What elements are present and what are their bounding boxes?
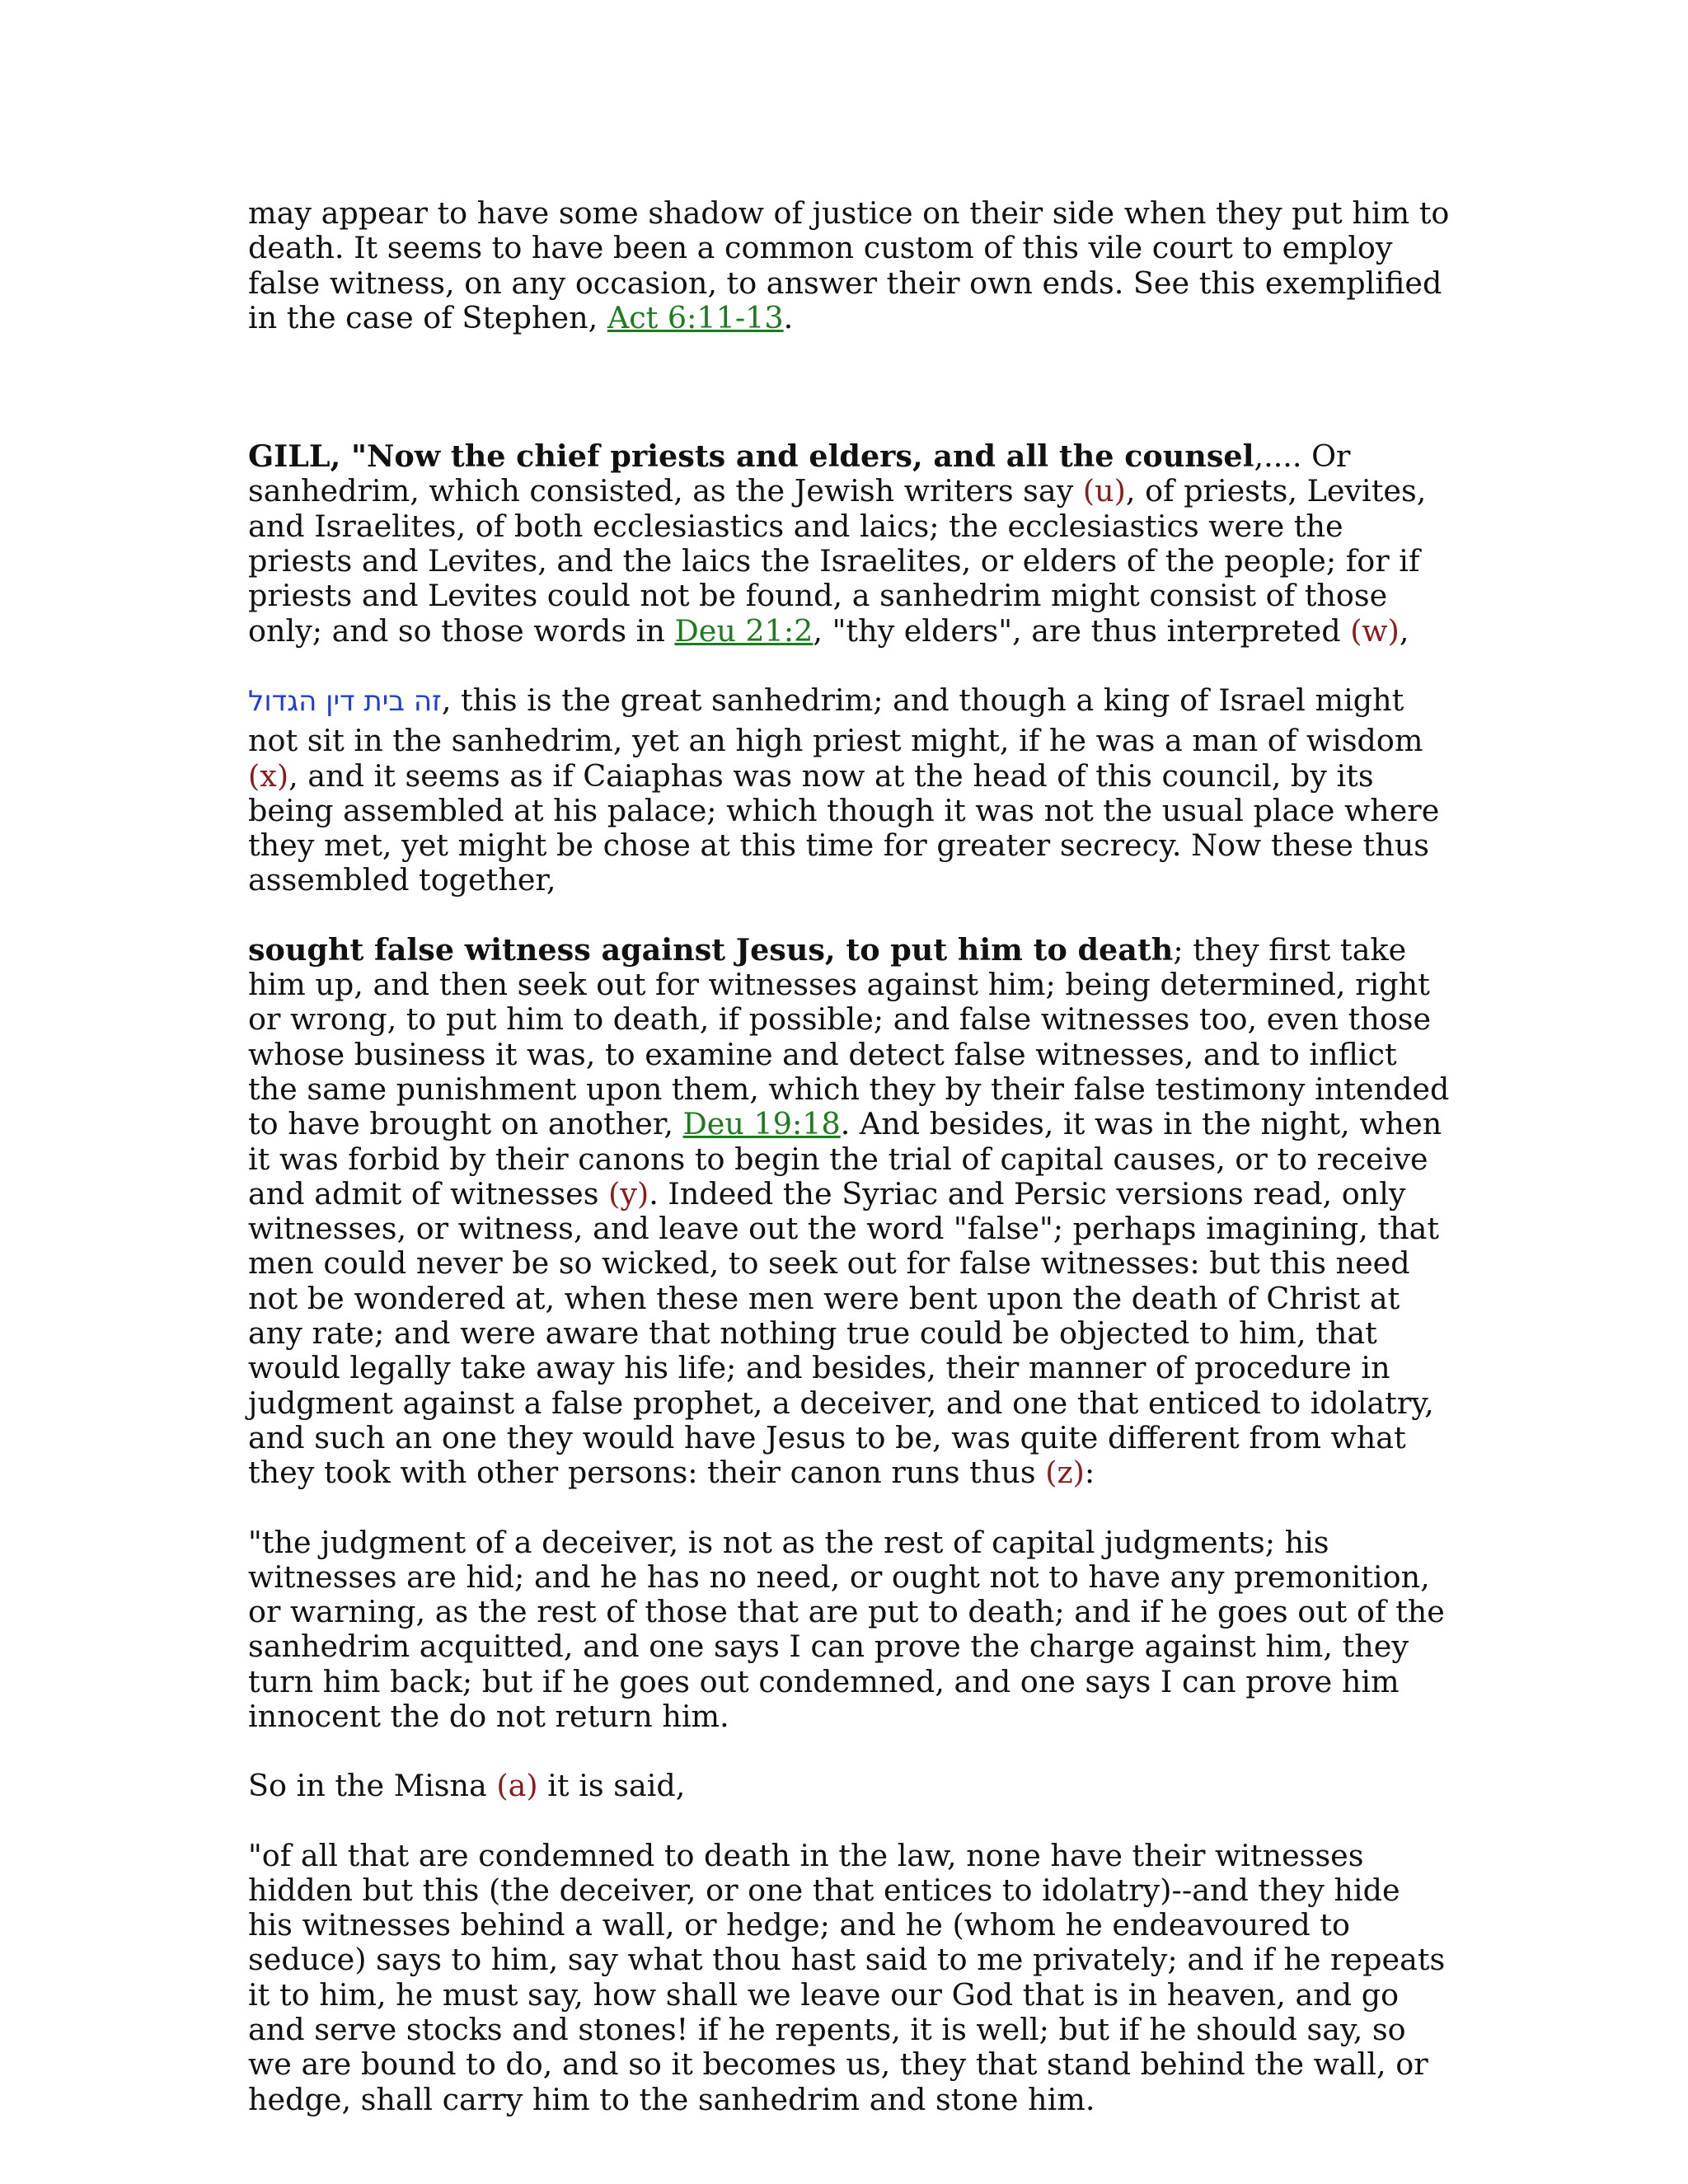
false-witness-text-3: . Indeed the Syriac and Persic versions read, only witnesses, or witness, and leave out the word "false"; perhaps imagining, that men could never be so wicked, to seek out for false witnesses: but this need not be wondered at, when these men were bent upon the death of Christ at any rate; and were aware that nothing true could be objected to him, that would legally take away his life; and besides, their manner of procedure in judgment against a false prophet, a deceiver, and one that enticed to idolatry, and such an one they would have Jesus to be, was quite different from what they took with other persons: their canon runs thus	[248, 1175, 1440, 1491]
false-witness-heading-verse: sought false witness against Jesus, to put him to death	[248, 931, 1174, 968]
commentary-page	[248, 196, 1451, 2117]
deceiver-quote-text: "the judgment of a deceiver, is not as the rest of capital judgments; his witnesses are hid; and he has no need, or ought not to have any premonition, or warning, as the rest of those that are put to death; and if he goes out of the sanhedrim acquitted, and one says I can prove the charge against him, they turn him back; but if he goes out condemned, and one says I can prove him innocent the do not return him.	[248, 1524, 1445, 1734]
false-witness-text-4: :	[1084, 1455, 1095, 1491]
paragraph-sanhedrim	[248, 683, 1451, 898]
paragraph-misna	[248, 1769, 1451, 1803]
gill-heading-verse: GILL, "Now the chief priests and elders, and all the counsel	[248, 438, 1254, 475]
misna-text-2: it is said,	[537, 1768, 686, 1804]
footnote-marker-w[interactable]: (w)	[1350, 612, 1400, 649]
paragraph-gill-intro	[248, 439, 1451, 649]
footnote-marker-y[interactable]: (y)	[608, 1175, 649, 1212]
footnote-marker-x[interactable]: (x)	[248, 757, 289, 794]
scripture-link-act-6-11[interactable]: Act 6:11-13	[607, 299, 784, 335]
condemned-quote-text: "of all that are condemned to death in the law, none have their witnesses hidden but this (the deceiver, or one that entices to idolatry)--and they hide his witnesses behind a wall, or hedge; and he (whom he endeavoured to seduce) says to him, say what thou hast said to me privately; and if he repeats it to him, he must say, how shall we leave our God that is in heaven, and go and serve stocks and stones! if he repents, it is well; but if he should say, so we are bound to do, and so it becomes us, they that stand behind the wall, or hedge, shall carry him to the sanhedrim and stone him.	[248, 1837, 1446, 2117]
gill-text-4: ,	[1399, 612, 1409, 649]
footnote-marker-z[interactable]: (z)	[1045, 1455, 1085, 1491]
gill-text-2: , of priests, Levites, and Israelites, of both ecclesiastics and laics; the ecclesiastics were the priests and Levites, and the laics the Israelites, or elders of the people; for if priests and Levites could not be found, a sanhedrim might consist of those only; and so those words in	[248, 473, 1427, 649]
sanhedrim-text-1: , this is the great sanhedrim; and though a king of Israel might not sit in the sanhedrim, yet an high priest might, if he was a man of wisdom	[248, 682, 1423, 759]
sanhedrim-text-2: , and it seems as if Caiaphas was now at the head of this council, by its being assembled at his palace; which though it was not the usual place where they met, yet might be chose at this time for greater secrecy. Now these thus assembled together,	[248, 757, 1440, 898]
misna-text-1: So in the Misna	[248, 1768, 497, 1804]
gill-text-1: ,.... Or sanhedrim, which consisted, as the Jewish writers say	[248, 438, 1351, 509]
gill-text-3: , "thy elders", are thus interpreted	[813, 612, 1351, 649]
paragraph-false-witness	[248, 933, 1451, 1491]
paragraph-condemned-quote	[248, 1839, 1451, 2117]
paragraph-intro-end: .	[783, 299, 794, 335]
hebrew-phrase: זה בית דין הגדול	[248, 684, 442, 718]
scripture-link-deu-21-2[interactable]: Deu 21:2	[674, 612, 814, 649]
paragraph-intro	[248, 196, 1451, 335]
scripture-link-deu-19-18[interactable]: Deu 19:18	[682, 1106, 841, 1142]
false-witness-text-1: ; they first take him up, and then seek out for witnesses against him; being determined, right or wrong, to put him to death, if possible; and false witnesses too, even those whose business it was, to examine and detect false witnesses, and to inflict the same punishment upon them, which they by their false testimony intended to have brought on another,	[248, 931, 1450, 1142]
footnote-marker-a[interactable]: (a)	[496, 1768, 538, 1804]
paragraph-intro-text: may appear to have some shadow of justice on their side when they put him to death. It seems to have been a common custom of this vile court to employ false witness, on any occasion, to answer their own ends. See this exemplified in the case of Stephen,	[248, 195, 1450, 335]
false-witness-text-2: . And besides, it was in the night, when it was forbid by their canons to begin the trial of capital causes, or to receive and admit of witnesses	[248, 1106, 1442, 1212]
paragraph-deceiver-quote	[248, 1526, 1451, 1735]
footnote-marker-u[interactable]: (u)	[1082, 473, 1126, 509]
